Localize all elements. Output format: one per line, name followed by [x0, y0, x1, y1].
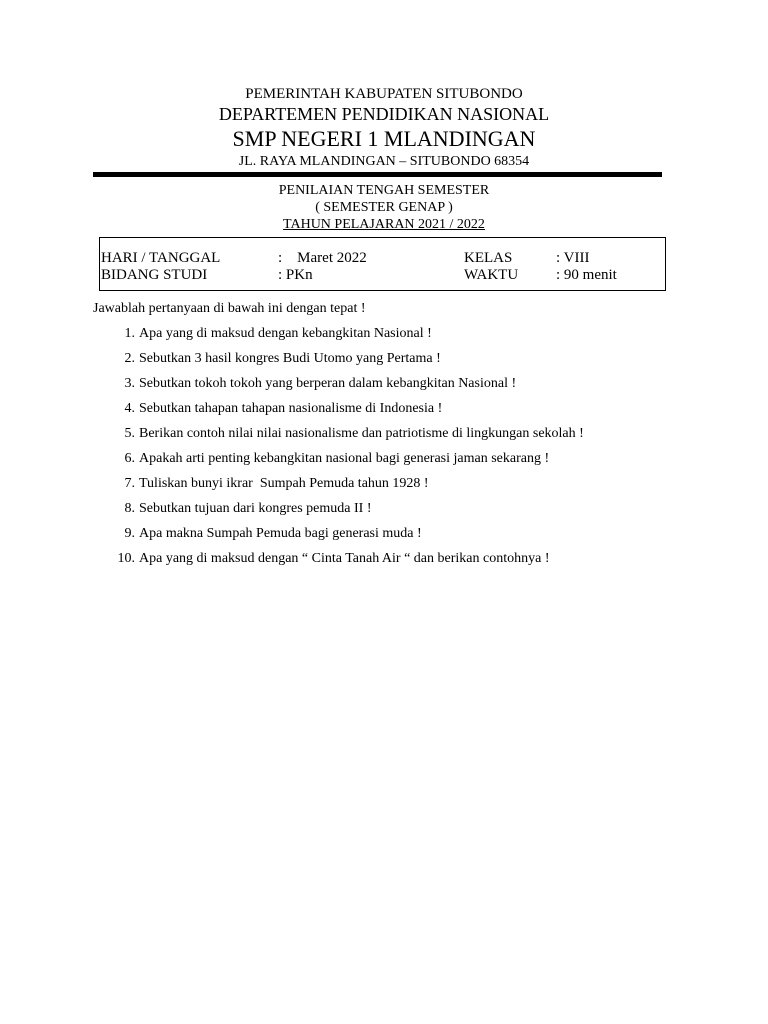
school-address: JL. RAYA MLANDINGAN – SITUBONDO 68354 — [238, 154, 530, 169]
question-item — [0, 350, 768, 375]
question-text: Sebutkan tokoh tokoh yang berperan dalam kebangkitan Nasional ! — [139, 376, 517, 391]
question-item — [0, 450, 768, 475]
exam-year: TAHUN PELAJARAN 2021 / 2022 — [283, 217, 485, 232]
question-item — [0, 400, 768, 425]
question-number: 5. — [124, 426, 135, 441]
subject-value: : PKn — [278, 267, 313, 283]
question-text: Tuliskan bunyi ikrar Sumpah Pemuda tahun 1928 ! — [139, 476, 429, 491]
letterhead — [0, 86, 768, 171]
question-text: Sebutkan tahapan tahapan nasionalisme di Indonesia ! — [139, 401, 443, 416]
question-item — [0, 550, 768, 575]
question-text: Apa yang di maksud dengan “ Cinta Tanah Air “ dan berikan contohnya ! — [139, 551, 550, 566]
exam-info-box — [99, 237, 666, 291]
question-item — [0, 375, 768, 400]
info-row-day-class — [100, 249, 665, 267]
subject-label: BIDANG STUDI — [101, 267, 208, 283]
header-divider — [93, 172, 662, 177]
question-item — [0, 500, 768, 525]
question-number: 10. — [117, 551, 135, 566]
question-number: 2. — [124, 351, 135, 366]
government-name: PEMERINTAH KABUPATEN SITUBONDO — [245, 86, 523, 102]
question-text: Sebutkan tujuan dari kongres pemuda II ! — [139, 501, 372, 516]
exam-title: PENILAIAN TENGAH SEMESTER — [278, 183, 490, 198]
question-number: 9. — [124, 526, 135, 541]
time-label: WAKTU — [464, 267, 519, 283]
question-text: Apa yang di maksud dengan kebangkitan Nasional ! — [139, 326, 432, 341]
info-row-subject-time — [100, 266, 665, 284]
class-value: : VIII — [556, 250, 590, 266]
question-number: 8. — [124, 501, 135, 516]
question-text: Apa makna Sumpah Pemuda bagi generasi muda ! — [139, 526, 422, 541]
instruction-text: Jawablah pertanyaan di bawah ini dengan tepat ! — [93, 301, 366, 316]
question-number: 7. — [124, 476, 135, 491]
department-name: DEPARTEMEN PENDIDIKAN NASIONAL — [218, 104, 550, 124]
question-number: 1. — [124, 326, 135, 341]
school-name: SMP NEGERI 1 MLANDINGAN — [232, 126, 536, 151]
time-value: : 90 menit — [556, 267, 617, 283]
question-text: Apakah arti penting kebangkitan nasional bagi generasi jaman sekarang ! — [139, 451, 550, 466]
question-text: Berikan contoh nilai nilai nasionalisme dan patriotisme di lingkungan sekolah ! — [139, 426, 584, 441]
exam-heading — [0, 182, 768, 233]
question-item — [0, 425, 768, 450]
question-number: 3. — [124, 376, 135, 391]
question-item — [0, 525, 768, 550]
question-item — [0, 475, 768, 500]
question-text: Sebutkan 3 hasil kongres Budi Utomo yang Pertama ! — [139, 351, 441, 366]
question-number: 4. — [124, 401, 135, 416]
class-label: KELAS — [464, 250, 513, 266]
day-value: : Maret 2022 — [278, 250, 367, 266]
question-list — [0, 325, 768, 575]
question-item — [0, 325, 768, 350]
day-label: HARI / TANGGAL — [101, 250, 221, 266]
question-number: 6. — [124, 451, 135, 466]
exam-semester: ( SEMESTER GENAP ) — [315, 200, 453, 215]
